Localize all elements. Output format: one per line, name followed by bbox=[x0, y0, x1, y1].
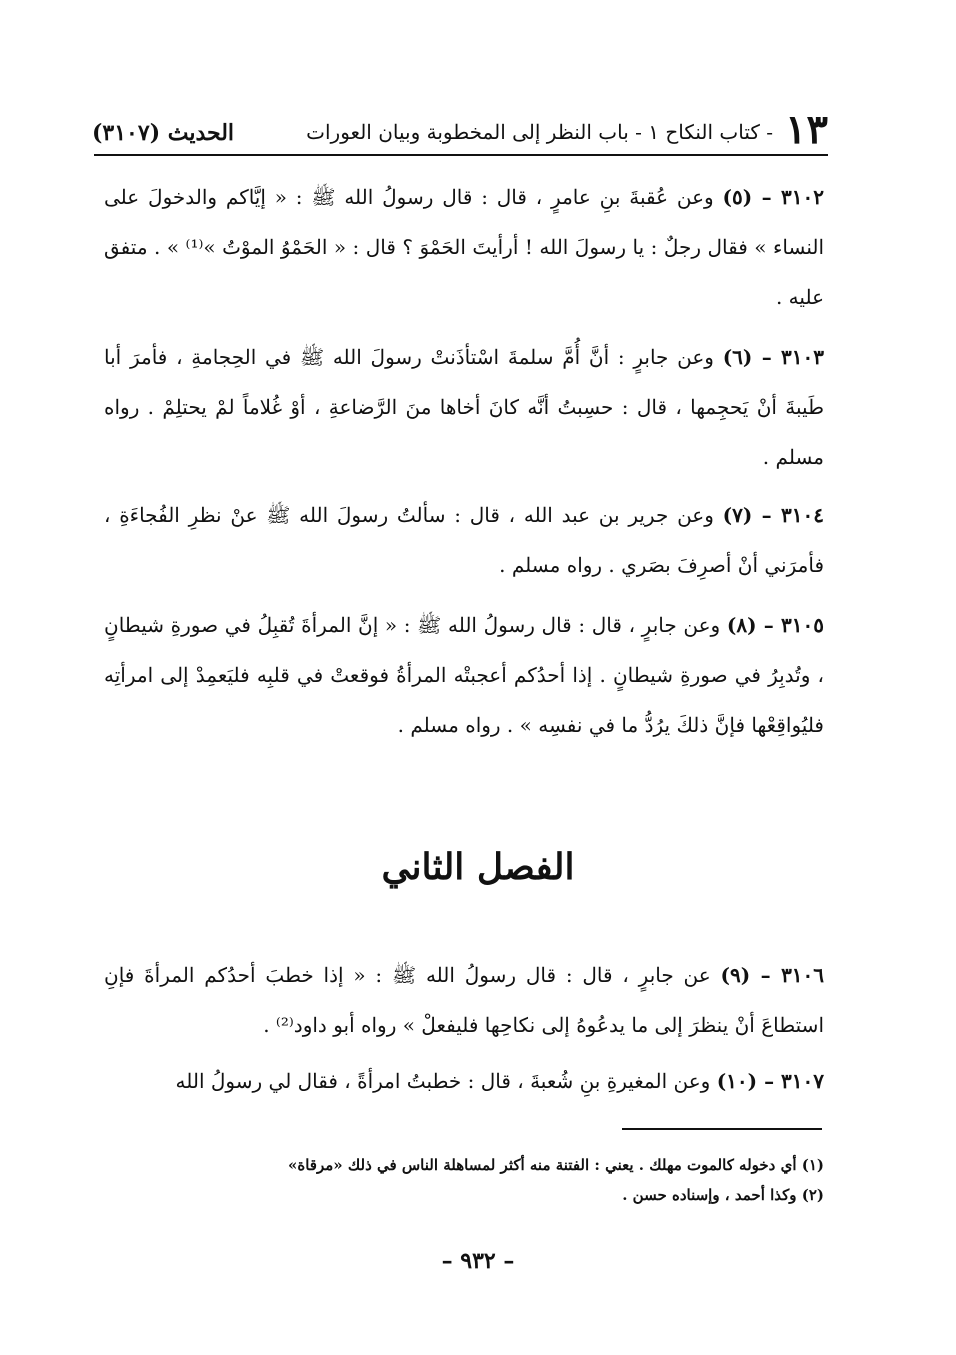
header-right bbox=[306, 106, 828, 153]
footnote-rule bbox=[622, 1128, 822, 1130]
hadith-text: وعن جابرٍ ، قال : قال رسولُ الله ﷺ : « إنَّ المرأةَ تُقبِلُ في صورةِ شيطانٍ ، وتُدبِرُ في صورةِ شيطانٍ . إذا أحدُكم أعجبتْه المرأةُ فوقعتْ في قلبِه فليَعمِدْ إلى امرأتِه فليُواقِعْها فإنَّ ذلكَ يرُدُّ ما في نفسِه » . رواه مسلم . bbox=[104, 613, 824, 737]
hadith-number: ٣١٠٦ – (٩) bbox=[720, 963, 825, 987]
hadith-text: وعن عُقبةَ بنِ عامرٍ ، قال : قال رسولُ الله ﷺ : « إيَّاكم والدخولَ على النساء » فقال رجلٌ : يا رسولَ الله ! أرأيتَ الحَمْوَ ؟ قال : « الحَمْوُ الموْتُ »⁽¹⁾ » . متفق عليه . bbox=[104, 185, 825, 309]
footnote-item: (٢) وكذا أحمد ، وإسناده حسن . bbox=[622, 1186, 824, 1204]
hadith-number: ٣١٠٢ – (٥) bbox=[722, 185, 825, 209]
section-title: الفصل الثاني bbox=[381, 846, 575, 888]
hadith-text: وعن جابرٍ : أنَّ أُمَّ سلمةَ اسْتأذَنتْ رسولَ الله ﷺ في الحِجامةِ ، فأمرَ أبا طَيبةَ أنْ يَحجِمها ، قال : حسِبتُ أنَّه كانَ أخاها منَ الرَّضاعةِ ، أوْ غُلاماً لمْ يحتلِمْ . رواه مسلم . bbox=[104, 345, 824, 469]
header-rule bbox=[94, 154, 828, 156]
hadith-text: وعن جرير بن عبد الله ، قال : سألتُ رسولَ الله ﷺ عنْ نظرِ الفُجاءَةِ ، فأمرَني أنْ أصرِفَ بصَري . رواه مسلم . bbox=[104, 503, 824, 577]
hadith-paragraph bbox=[104, 490, 824, 590]
footnotes bbox=[250, 1150, 824, 1210]
hadith-number: ٣١٠٣ – (٦) bbox=[722, 345, 825, 369]
hadith-paragraph bbox=[104, 1056, 824, 1106]
hadith-paragraph bbox=[104, 332, 824, 482]
hadith-number: ٣١٠٥ – (٨) bbox=[726, 613, 825, 637]
hadith-paragraph bbox=[104, 600, 824, 750]
hadith-paragraph bbox=[104, 950, 824, 1050]
page-number: – ٩٣٢ – bbox=[441, 1248, 515, 1274]
hadith-paragraph bbox=[104, 172, 824, 322]
hadith-number: ٣١٠٧ – (١٠) bbox=[716, 1069, 824, 1093]
chapter-number: ١٣ bbox=[785, 106, 828, 153]
hadith-range: الحديث (٣١٠٧) bbox=[92, 120, 235, 146]
chapter-title: - كتاب النكاح ١ - باب النظر إلى المخطوبة وبيان العورات bbox=[306, 120, 774, 144]
hadith-text: وعن المغيرةِ بنِ شُعبةَ ، قال : خطبتُ امرأةً ، فقال لي رسولُ الله bbox=[175, 1069, 711, 1093]
hadith-text: عن جابرٍ ، قال : قال رسولُ الله ﷺ : « إذا خطبَ أحدُكم المرأةَ فإنِ استطاعَ أنْ ينظرَ إلى ما يدعُوهُ إلى نكاحِها فليفعلْ » رواه أبو داود⁽²⁾ . bbox=[104, 963, 824, 1037]
hadith-number: ٣١٠٤ – (٧) bbox=[722, 503, 825, 527]
page-header bbox=[92, 92, 828, 153]
footnote-item: (١) أي دخوله كالموت مهلك . يعني : الفتنة منه أكثر لمساهلة الناس في ذلك «مرقاة» bbox=[287, 1156, 824, 1174]
